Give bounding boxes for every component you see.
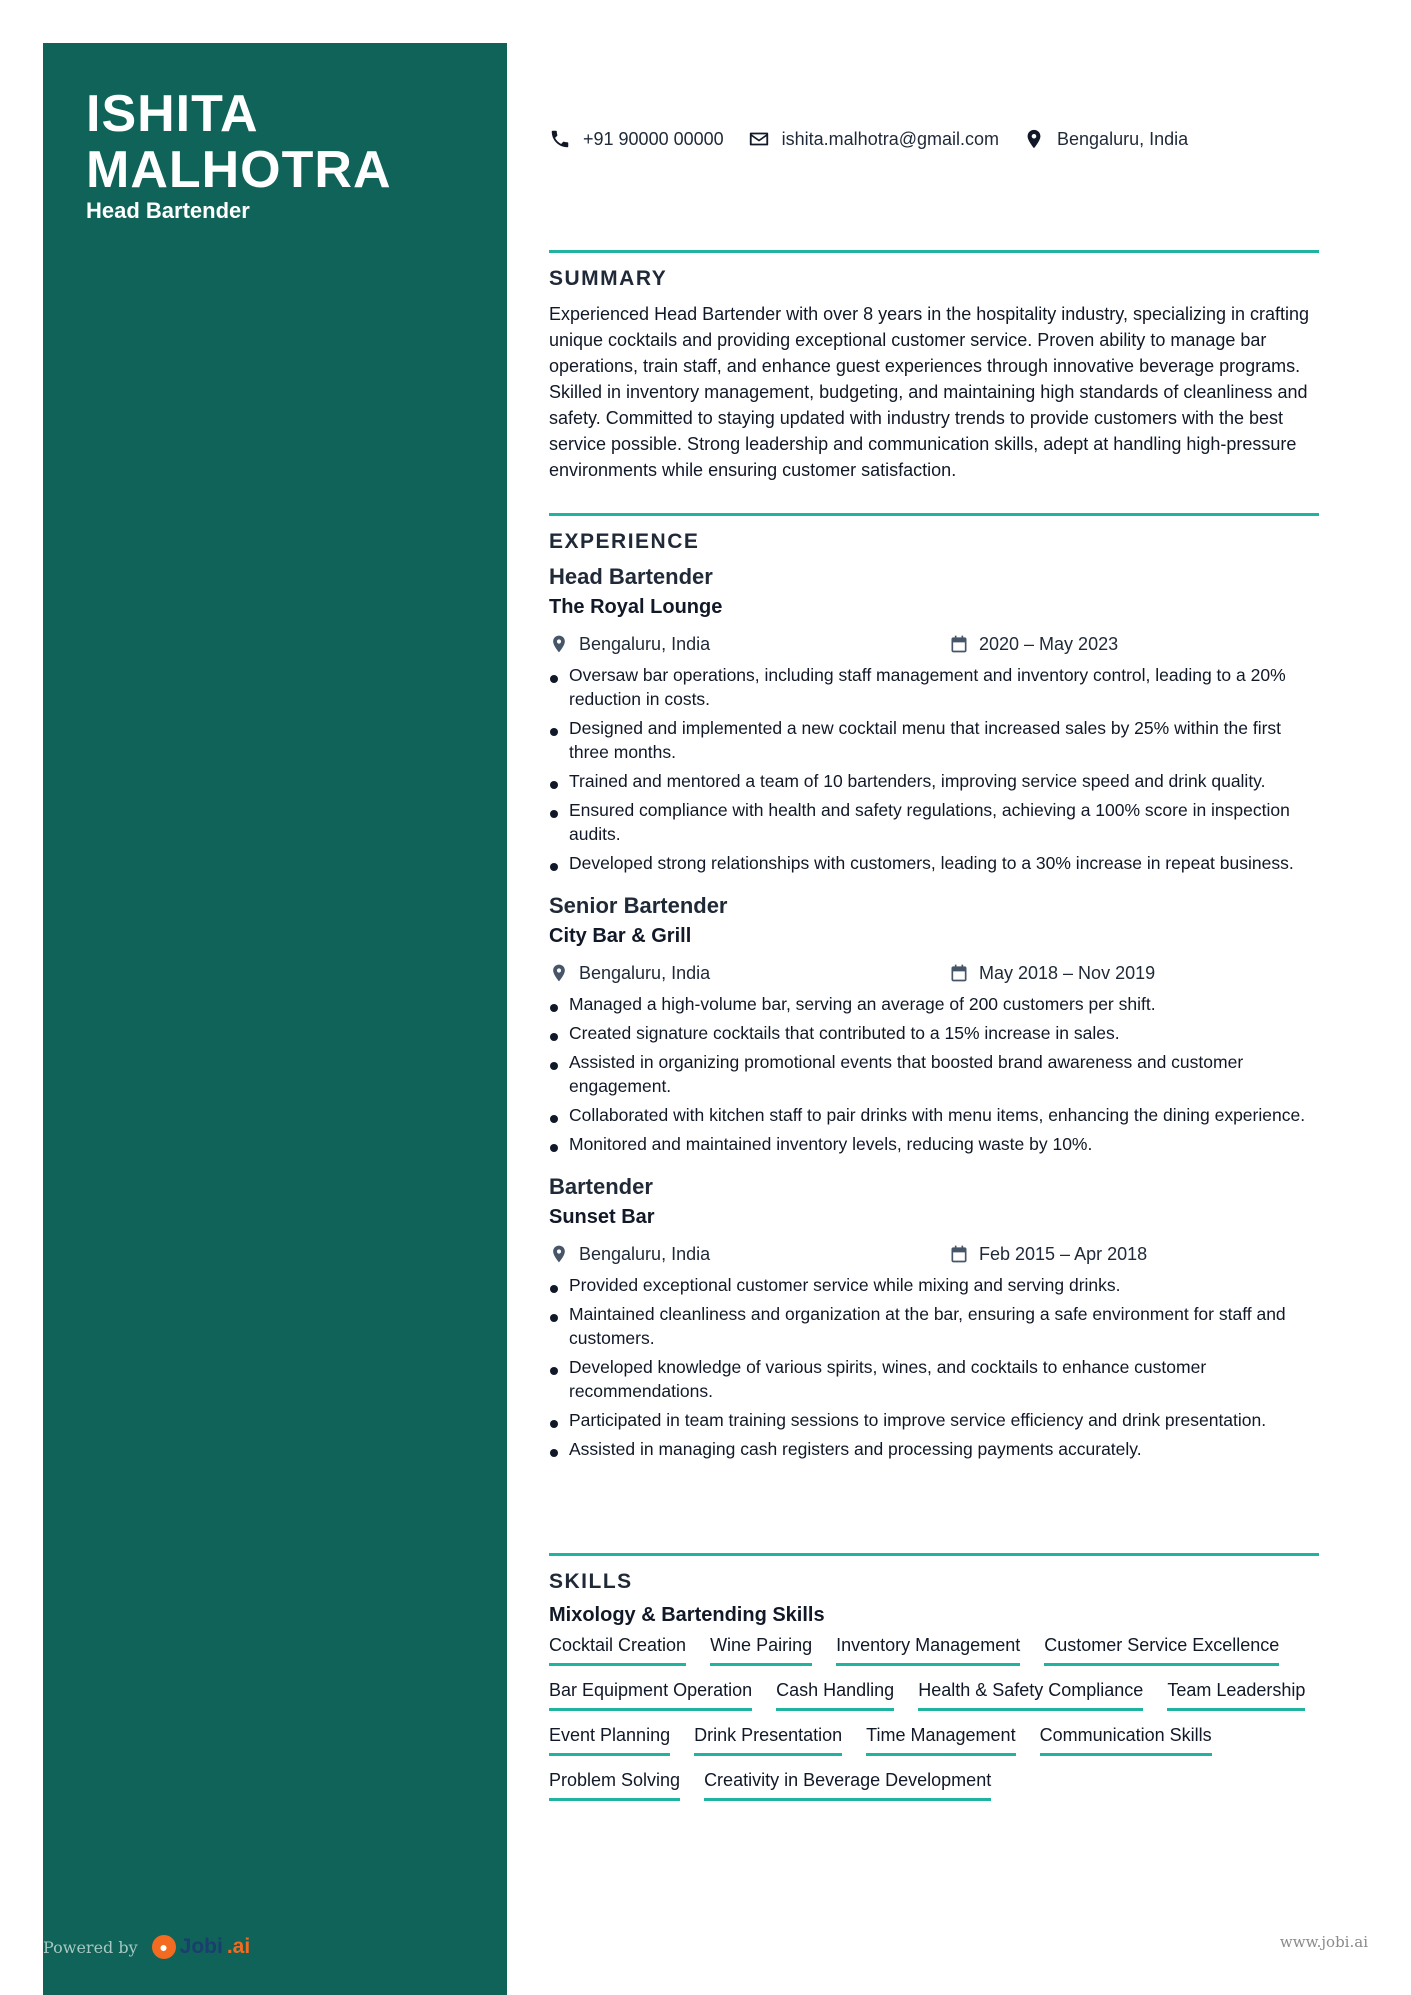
job-bullet: Provided exceptional customer service while mixing and serving drinks. bbox=[549, 1273, 1319, 1297]
section-divider bbox=[549, 250, 1319, 253]
phone-text: +91 90000 00000 bbox=[583, 128, 724, 149]
skill-tag: Time Management bbox=[866, 1723, 1015, 1756]
job-location bbox=[549, 1244, 949, 1265]
jobi-logo[interactable] bbox=[152, 1935, 251, 1959]
job-bullet: Collaborated with kitchen staff to pair drinks with menu items, enhancing the dining experience. bbox=[549, 1103, 1319, 1127]
first-name: ISHITA bbox=[86, 85, 259, 143]
summary-section bbox=[549, 250, 1319, 483]
skills-list bbox=[549, 1633, 1319, 1801]
job-dates bbox=[949, 1244, 1147, 1265]
contact-phone[interactable] bbox=[549, 128, 724, 150]
job-title: Senior Bartender bbox=[549, 893, 728, 918]
job-dates bbox=[949, 634, 1118, 655]
skill-tag: Drink Presentation bbox=[694, 1723, 842, 1756]
skill-tag: Inventory Management bbox=[836, 1633, 1020, 1666]
section-divider bbox=[549, 513, 1319, 516]
job-meta bbox=[549, 960, 1319, 986]
calendar-icon bbox=[949, 1244, 969, 1264]
job-bullet: Ensured compliance with health and safety regulations, achieving a 100% score in inspection audits. bbox=[549, 798, 1319, 846]
summary-text: Experienced Head Bartender with over 8 years in the hospitality industry, specializing in crafting unique cocktails and providing exceptional customer service. Proven ability to manage bar operations, train staff, and enhance guest experiences through innovative beverage programs. Skilled in inventory management, budgeting, and maintaining high standards of cleanliness and safety. Committed to staying updated with industry trends to provide customers with the best service possible. Strong leadership and communication skills, adept at handling high-pressure environments while ensuring customer satisfaction. bbox=[549, 304, 1310, 480]
job-location-text: Bengaluru, India bbox=[579, 1243, 711, 1264]
section-title-experience: EXPERIENCE bbox=[549, 530, 700, 553]
skills-section bbox=[549, 1553, 1319, 1801]
calendar-icon bbox=[949, 963, 969, 983]
sidebar bbox=[43, 43, 507, 1995]
location-pin-icon bbox=[549, 963, 569, 983]
jobi-logo-suffix: .ai bbox=[226, 1935, 251, 1958]
job-company: Sunset Bar bbox=[549, 1206, 655, 1228]
job-bullet: Assisted in organizing promotional events that boosted brand awareness and customer engagement. bbox=[549, 1050, 1319, 1098]
job-bullet: Maintained cleanliness and organization at the bar, ensuring a safe environment for staff and customers. bbox=[549, 1302, 1319, 1350]
job-bullet: Created signature cocktails that contributed to a 15% increase in sales. bbox=[549, 1021, 1319, 1045]
job-location-text: Bengaluru, India bbox=[579, 962, 711, 983]
skill-tag: Wine Pairing bbox=[710, 1633, 812, 1666]
job-company: The Royal Lounge bbox=[549, 596, 723, 618]
job-dates-text: Feb 2015 – Apr 2018 bbox=[979, 1243, 1148, 1264]
experience-section bbox=[549, 513, 1319, 1466]
job-bullets bbox=[549, 1273, 1319, 1461]
phone-icon bbox=[549, 128, 571, 150]
skill-tag: Customer Service Excellence bbox=[1044, 1633, 1279, 1666]
job-bullet: Oversaw bar operations, including staff management and inventory control, leading to a 20% reduction in costs. bbox=[549, 663, 1319, 711]
candidate-name bbox=[86, 86, 486, 198]
job-bullets bbox=[549, 663, 1319, 875]
job-dates-text: May 2018 – Nov 2019 bbox=[979, 962, 1156, 983]
job-bullet: Monitored and maintained inventory levels, reducing waste by 10%. bbox=[549, 1132, 1319, 1156]
job-list bbox=[549, 564, 1319, 1461]
powered-by-label: Powered by bbox=[43, 1937, 138, 1957]
job-location bbox=[549, 963, 949, 984]
section-divider bbox=[549, 1553, 1319, 1556]
jobi-logo-word: Jobi bbox=[179, 1935, 223, 1958]
contact-bar bbox=[549, 128, 1188, 150]
skill-tag: Creativity in Beverage Development bbox=[704, 1768, 991, 1801]
job-dates bbox=[949, 963, 1155, 984]
jobi-logo-icon: ● bbox=[152, 1935, 176, 1959]
section-title-summary: SUMMARY bbox=[549, 267, 668, 290]
job-entry bbox=[549, 893, 1319, 1156]
job-location-text: Bengaluru, India bbox=[579, 633, 711, 654]
location-text: Bengaluru, India bbox=[1057, 128, 1189, 149]
job-bullet: Assisted in managing cash registers and processing payments accurately. bbox=[549, 1437, 1319, 1461]
contact-location bbox=[1023, 128, 1188, 150]
job-entry bbox=[549, 1174, 1319, 1461]
job-location bbox=[549, 634, 949, 655]
job-title: Bartender bbox=[549, 1174, 653, 1199]
skill-tag: Cash Handling bbox=[776, 1678, 894, 1711]
job-meta bbox=[549, 1241, 1319, 1267]
job-bullet: Trained and mentored a team of 10 bartenders, improving service speed and drink quality. bbox=[549, 769, 1319, 793]
site-url[interactable]: www.jobi.ai bbox=[1279, 1933, 1368, 1951]
job-dates-text: 2020 – May 2023 bbox=[979, 633, 1119, 654]
job-bullet: Developed strong relationships with customers, leading to a 30% increase in repeat business. bbox=[549, 851, 1319, 875]
skill-tag: Bar Equipment Operation bbox=[549, 1678, 752, 1711]
job-title: Head Bartender bbox=[549, 564, 713, 589]
skill-tag: Problem Solving bbox=[549, 1768, 680, 1801]
location-pin-icon bbox=[549, 634, 569, 654]
job-meta bbox=[549, 631, 1319, 657]
skill-tag: Health & Safety Compliance bbox=[918, 1678, 1143, 1711]
skills-subtitle: Mixology & Bartending Skills bbox=[549, 1604, 825, 1626]
job-bullet: Designed and implemented a new cocktail menu that increased sales by 25% within the first three months. bbox=[549, 716, 1319, 764]
skill-tag: Communication Skills bbox=[1040, 1723, 1212, 1756]
job-entry bbox=[549, 564, 1319, 875]
last-name: MALHOTRA bbox=[86, 141, 392, 199]
job-company: City Bar & Grill bbox=[549, 925, 692, 947]
skill-tag: Event Planning bbox=[549, 1723, 670, 1756]
calendar-icon bbox=[949, 634, 969, 654]
email-text: ishita.malhotra@gmail.com bbox=[781, 128, 1000, 149]
job-bullets bbox=[549, 992, 1319, 1156]
job-bullet: Managed a high-volume bar, serving an average of 200 customers per shift. bbox=[549, 992, 1319, 1016]
powered-by-footer bbox=[43, 1930, 250, 1964]
job-bullet: Participated in team training sessions to improve service efficiency and drink presentation. bbox=[549, 1408, 1319, 1432]
location-pin-icon bbox=[549, 1244, 569, 1264]
section-title-skills: SKILLS bbox=[549, 1570, 633, 1593]
candidate-role: Head Bartender bbox=[86, 198, 250, 223]
location-pin-icon bbox=[1023, 128, 1045, 150]
skill-tag: Team Leadership bbox=[1167, 1678, 1305, 1711]
email-icon bbox=[748, 128, 770, 150]
skill-tag: Cocktail Creation bbox=[549, 1633, 686, 1666]
contact-email[interactable] bbox=[748, 128, 999, 150]
job-bullet: Developed knowledge of various spirits, wines, and cocktails to enhance customer recommendations. bbox=[549, 1355, 1319, 1403]
